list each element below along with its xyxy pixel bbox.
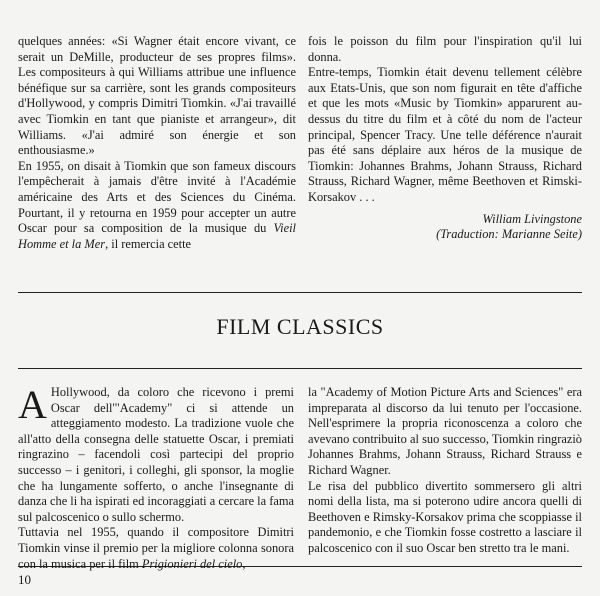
film-title-prigionieri: Prigionieri del cielo <box>141 556 243 571</box>
french-left-para-2-text: En 1955, on disait à Tiomkin que son fameux discours l'empêcherait à jamais d'être invité à l'Académie américaine des Arts et des Sciences du Cinéma. Pourtant, il y retourna en 1959 pour accepter un autre Oscar pour sa composition de la musique du <box>18 158 296 236</box>
author-signature: William Livingstone <box>482 211 582 226</box>
french-left-para-1: quelques années: «Si Wagner était encore vivant, ce serait un DeMille, producteur de ses propres films». Les compositeurs à qui Williams attribue une influence bénéfique sur sa carrière, sont les grands compositeurs d'Hollywood, y compris Dimitri Tiomkin. «J'ai travaillé avec Tiomkin en tant que pianiste et arrangeur», dit Williams. «J'ai admiré son énergie et son enthousiasme.» <box>18 34 296 158</box>
french-left-para-2-tail: , il remercia cette <box>105 236 192 251</box>
italian-left-para-2-tail: , <box>242 556 246 571</box>
french-left-column <box>18 34 296 252</box>
middle-divider <box>18 368 582 369</box>
italian-left-para-1-text: Hollywood, da coloro che ricevono i premi Oscar dell'"Academy" ci si attende un atteggiamento modesto. La tradizione vuole che all'atto della consegna delle statuette Oscar, i premiati ringrazino – facendoli così partecipi del proprio successo – i genitori, i colleghi, gli sponsor, la moglie che ha lungamente sofferto, o anche l'insegnante di danza che li ha ispirati ed incoraggiati a cercare la fama sul palcoscenico o sullo schermo. <box>18 385 294 524</box>
italian-left-para-1 <box>18 382 294 525</box>
french-right-column <box>308 34 582 243</box>
italian-right-para-2: Le risa del pubblico divertito sommersero gli altri nomi della lista, ma si poterono udire ancora quelli di Beethoven e Rimsky-Korsakov prima che scoppiasse il pandemonio, e che Tiomkin fosse costretto a lasciare il palcoscenico con il suo Oscar ben stretto tra le mani. <box>308 478 582 555</box>
section-title: FILM CLASSICS <box>216 314 384 339</box>
french-right-para-2: Entre-temps, Tiomkin était devenu tellement célèbre aux Etats-Unis, que son nom figurait en tête d'affiche et que les mots «Music by Tiomkin» apparurent au-dessus du titre du film et à côté du nom de l'acteur principal, Spencer Tracy. Une telle déférence n'aurait pas été sans déplaire aux héros de la musique de Tiomkin: Johannes Brahms, Johann Strauss, Richard Strauss, Richard Wagner, même Beethoven et Rimski-Korsakov . . . <box>308 65 582 204</box>
french-right-para-1: fois le poisson du film pour l'inspiration qu'il lui donna. <box>308 34 582 64</box>
page-number: 10 <box>18 572 31 587</box>
dropcap-letter: A <box>18 382 47 427</box>
film-title-vieil-homme: Vieil Homme et la Mer <box>18 221 296 251</box>
french-left-para-2 <box>18 159 296 253</box>
bottom-divider <box>18 566 582 567</box>
italian-right-column <box>308 385 582 557</box>
italian-left-column <box>18 382 294 572</box>
translation-credit: (Traduction: Marianne Seite) <box>436 227 582 242</box>
top-divider <box>18 292 582 293</box>
italian-right-para-1: la "Academy of Motion Picture Arts and Sciences" era impreparata al discorso da lui tenuto per l'occasione. Nell'esprimere la propria riconoscenza a coloro che avevano contribuito al suo successo, Tiomkin ringraziò Johannes Brahms, Johann Strauss, Richard Strauss e Richard Wagner. <box>308 385 582 477</box>
italian-left-para-2-text: Tuttavia nel 1955, quando il compositore Dimitri Tiomkin vinse il premio per la migliore colonna sonora con la musica per il film <box>18 525 294 571</box>
